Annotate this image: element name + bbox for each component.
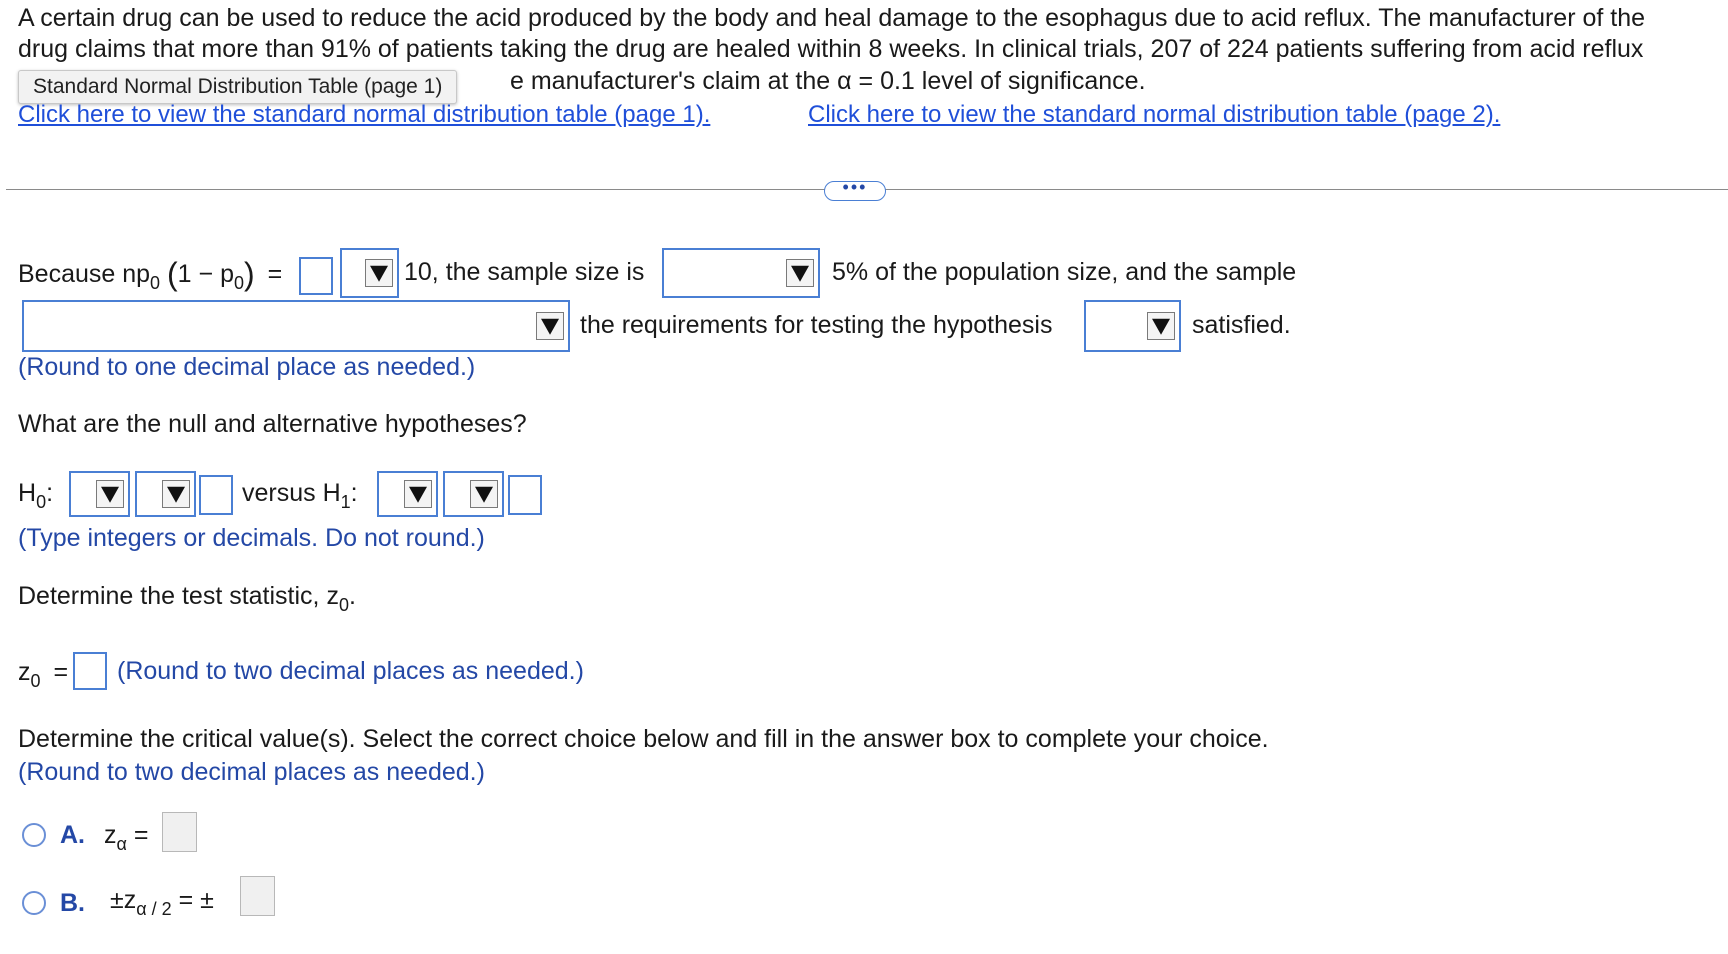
hypotheses-prompt: What are the null and alternative hypotheses? <box>18 410 527 438</box>
more-button[interactable]: ••• <box>824 181 886 201</box>
option-b-label: B. <box>60 889 85 917</box>
option-a-radio[interactable] <box>22 823 46 847</box>
option-a-label: A. <box>60 821 85 849</box>
chevron-down-icon <box>791 266 809 282</box>
table-tooltip: Standard Normal Distribution Table (page 1) <box>18 70 457 104</box>
h0-value-input[interactable] <box>199 475 233 515</box>
chevron-down-icon <box>409 487 427 503</box>
requirements-satisfied-dropdown[interactable] <box>1084 300 1181 352</box>
sample-size-text: 10, the sample size is <box>404 258 645 286</box>
requirements-text: the requirements for testing the hypothesis <box>580 311 1053 339</box>
test-statistic-prompt: Determine the test statistic, $z_0$. <box>18 582 356 615</box>
normal-table-page2-link[interactable]: Click here to view the standard normal distribution table (page 2). <box>808 101 1501 128</box>
chevron-down-icon <box>1152 319 1170 335</box>
normal-table-page1-link[interactable]: Click here to view the standard normal distribution table (page 1). <box>18 101 711 128</box>
chevron-down-icon <box>101 487 119 503</box>
round-one-decimal-note: (Round to one decimal place as needed.) <box>18 353 476 381</box>
z0-label: $z_0$ = <box>18 658 69 691</box>
no-round-note: (Type integers or decimals. Do not round.) <box>18 524 485 552</box>
option-b-radio[interactable] <box>22 891 46 915</box>
because-text: Because $np_0$ $(1 - p_0)$ = <box>18 256 283 293</box>
chevron-down-icon <box>370 266 388 282</box>
chevron-down-icon <box>475 487 493 503</box>
z0-round-note: (Round to two decimal places as needed.) <box>117 657 584 685</box>
satisfied-text: satisfied. <box>1192 311 1291 339</box>
option-b-expression: $\pm z_{\alpha / 2}$ = ± <box>110 886 214 919</box>
sample-type-dropdown[interactable] <box>22 300 570 352</box>
h1-value-input[interactable] <box>508 475 542 515</box>
option-a-expression: $z_\alpha$ = <box>104 821 149 854</box>
npq-value-input[interactable] <box>299 257 333 295</box>
chevron-down-icon <box>167 487 185 503</box>
critical-round-note: (Round to two decimal places as needed.) <box>18 758 485 786</box>
h1-label: versus $H_1$: <box>242 479 358 512</box>
chevron-down-icon <box>541 319 559 335</box>
z0-input[interactable] <box>73 652 107 690</box>
h1-parameter-dropdown[interactable] <box>377 471 438 517</box>
option-b-input[interactable] <box>240 876 275 916</box>
comparison-dropdown-1[interactable] <box>340 248 399 298</box>
h0-operator-dropdown[interactable] <box>135 471 196 517</box>
question-line-1: A certain drug can be used to reduce the acid produced by the body and heal damage to the esophagus due to acid reflux. The manufacturer of the <box>18 4 1646 32</box>
critical-value-prompt: Determine the critical value(s). Select the correct choice below and fill in the answer box to complete your choice. <box>18 725 1269 753</box>
option-a-input[interactable] <box>162 812 197 852</box>
h0-label: $H_0$: <box>18 479 54 512</box>
question-line-2: drug claims that more than 91% of patients taking the drug are healed within 8 weeks. In clinical trials, 207 of 224 patients suffering from acid reflux <box>18 35 1644 63</box>
question-line-3-tail: e manufacturer's claim at the α = 0.1 level of significance. <box>510 67 1146 95</box>
sample-size-comparison-dropdown[interactable] <box>662 248 820 298</box>
population-text: 5% of the population size, and the sample <box>832 258 1297 286</box>
h0-parameter-dropdown[interactable] <box>69 471 130 517</box>
h1-operator-dropdown[interactable] <box>443 471 504 517</box>
